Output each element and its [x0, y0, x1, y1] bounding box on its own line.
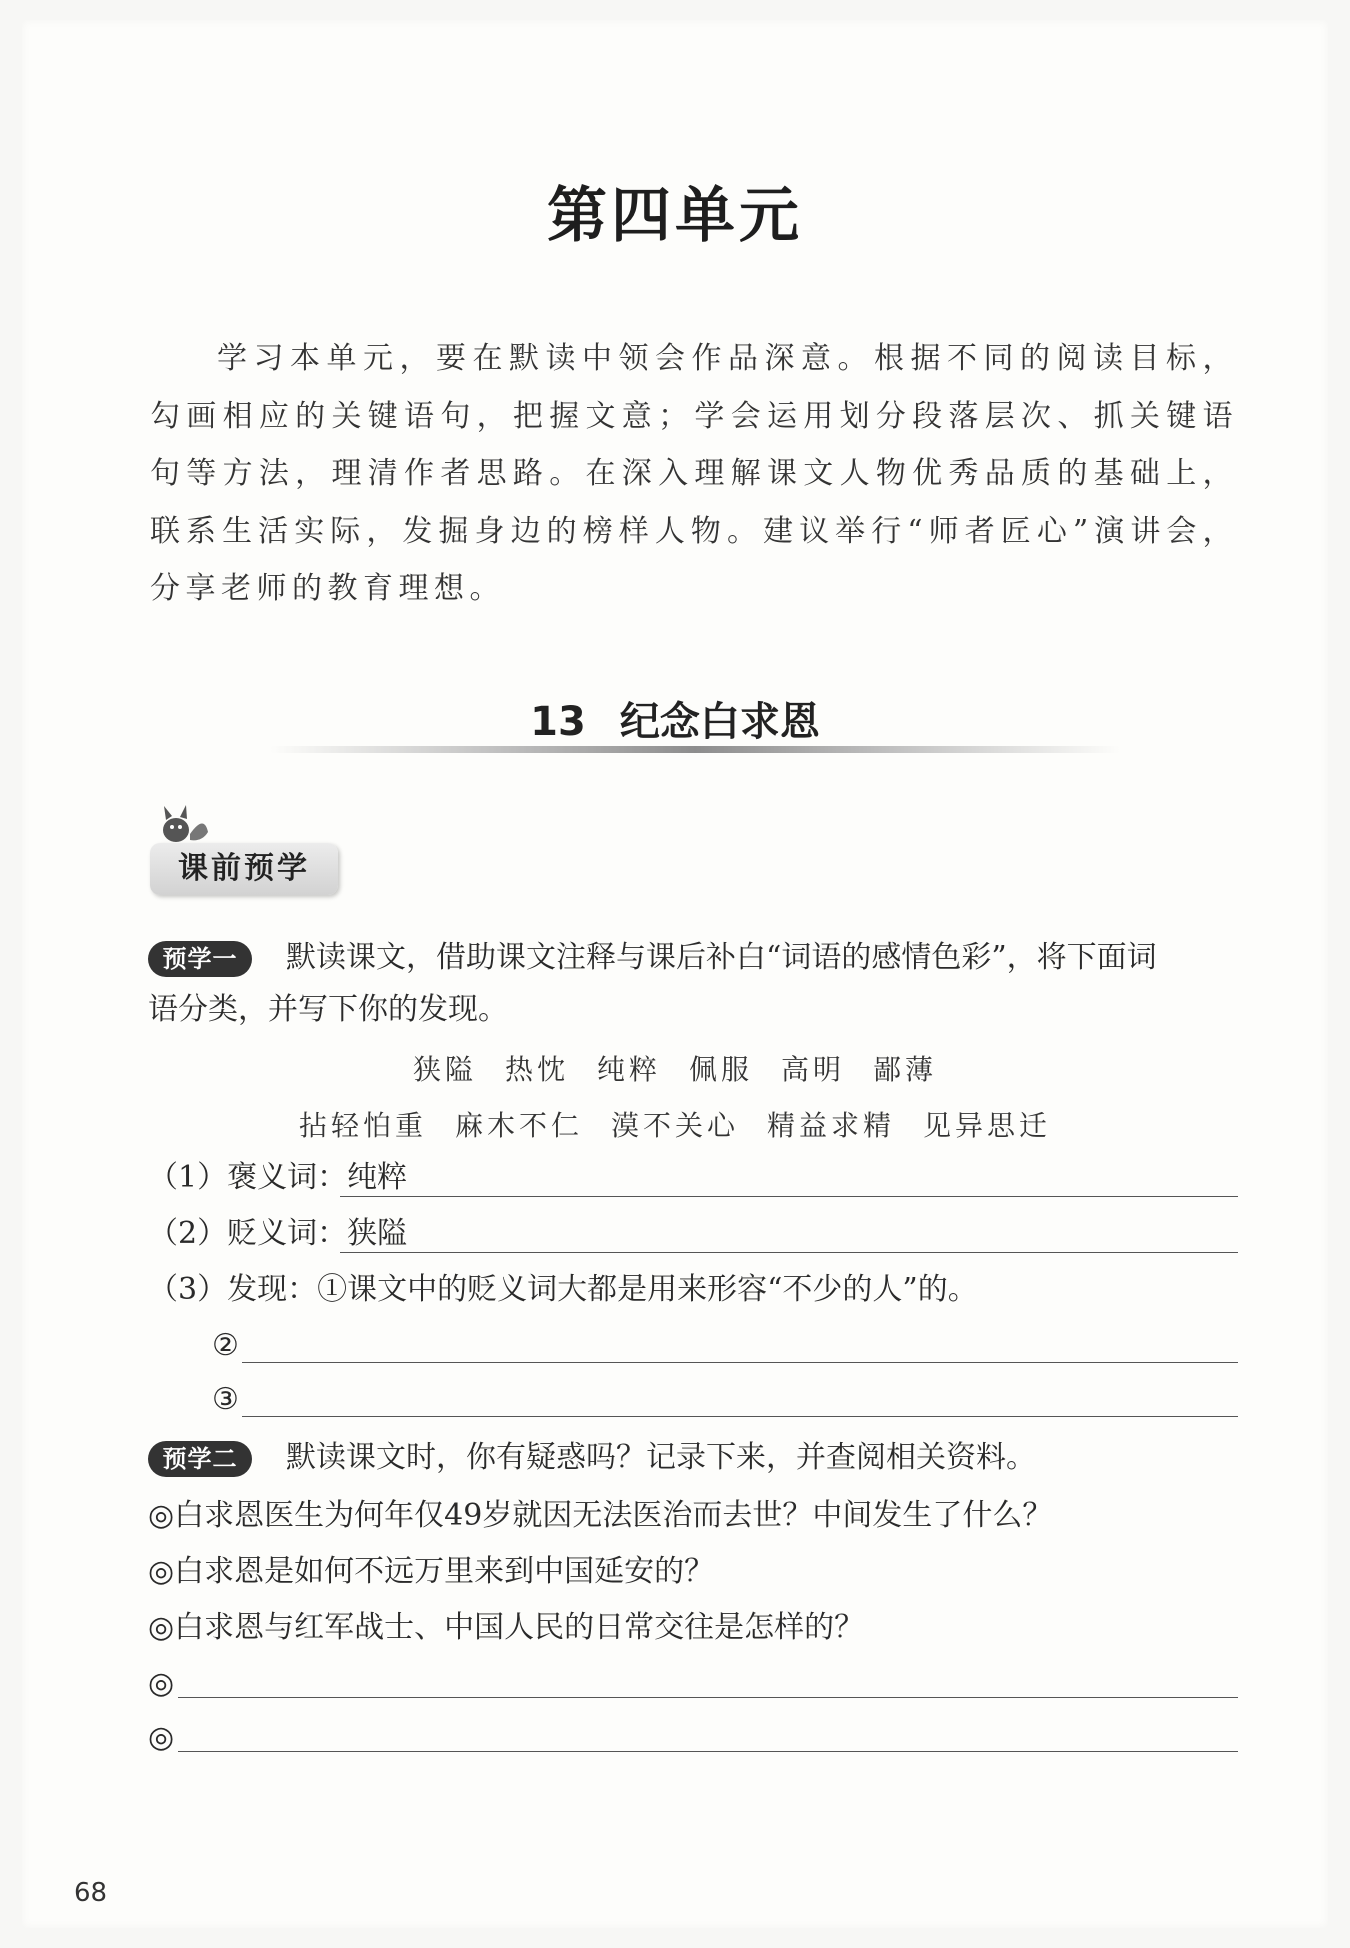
word-item: 麻木不仁: [454, 1109, 583, 1142]
task2-instruction-text: 默读课文时，你有疑惑吗？记录下来，并查阅相关资料。: [286, 1440, 1036, 1475]
section-badge: 课前预学: [150, 843, 338, 895]
task2-blank-marker-1: ◎: [148, 1666, 175, 1701]
task1-instruction-text: 默读课文，借助课文注释与课后补白“词语的感情色彩”，将下面词: [286, 940, 1157, 975]
word-item: 拈轻怕重: [298, 1109, 427, 1142]
task2-question-1: ◎白求恩医生为何年仅49岁就因无法医治而去世？中间发生了什么？: [148, 1498, 1053, 1533]
task1-instruction-line1: [148, 938, 1157, 978]
task2-blank-answer-line-1[interactable]: [178, 1697, 1238, 1698]
word-bank-row1: [0, 1048, 1350, 1088]
q3-finding-3-marker: ③: [212, 1382, 239, 1417]
q1-label: （1）褒义词：: [148, 1160, 348, 1195]
word-item: 漠不关心: [610, 1109, 739, 1142]
word-item: 见异思迁: [923, 1109, 1052, 1142]
q1-answer-line: [340, 1196, 1238, 1197]
q3-finding-3-answer-line[interactable]: [242, 1416, 1238, 1417]
task1-instruction-line2: 语分类，并写下你的发现。: [148, 992, 508, 1027]
lesson-title-underline: [270, 746, 1120, 753]
unit-title: 第四单元: [547, 181, 803, 251]
word-item: 佩服: [689, 1053, 754, 1086]
word-item: 鄙薄: [873, 1053, 938, 1086]
lesson-number: 13: [530, 699, 586, 745]
word-bank-row2: [0, 1104, 1350, 1144]
task2-tag: 预学二: [148, 1441, 252, 1477]
q3-finding-1: ①课文中的贬义词大都是用来形容“不少的人”的。: [317, 1272, 978, 1307]
squirrel-mascot-icon: [156, 802, 210, 846]
task2-instruction: [148, 1438, 1036, 1478]
word-item: 热忱: [504, 1053, 569, 1086]
word-item: 纯粹: [596, 1053, 661, 1086]
q2-answer-field[interactable]: 狭隘: [347, 1216, 408, 1251]
q3-finding-2-marker: ②: [212, 1328, 239, 1363]
q3-findings: [148, 1270, 978, 1310]
q2-derogatory-words: [148, 1214, 407, 1254]
lesson-name: 纪念白求恩: [619, 699, 820, 745]
task2-blank-marker-2: ◎: [148, 1720, 175, 1755]
q3-label: （3）发现：: [148, 1272, 318, 1307]
task1-tag: 预学一: [148, 941, 252, 977]
word-item: 精益求精: [767, 1109, 896, 1142]
q2-label: （2）贬义词：: [148, 1216, 348, 1251]
page-number: 68: [74, 1878, 108, 1908]
q1-commendatory-words: [148, 1158, 407, 1198]
word-item: 高明: [781, 1053, 846, 1086]
task2-blank-answer-line-2[interactable]: [178, 1751, 1238, 1752]
lesson-title: [0, 690, 1350, 747]
unit-intro-text: 学习本单元，要在默读中领会作品深意。根据不同的阅读目标，勾画相应的关键语句，把握文意；学会运用划分段落层次、抓关键语句等方法，理清作者思路。在深入理解课文人物优秀品质的基础上，联系生活实际，发掘身边的榜样人物。建议举行“师者匠心”演讲会，分享老师的教育理想。: [150, 341, 1238, 606]
word-item: 狭隘: [412, 1053, 477, 1086]
task2-question-3: ◎白求恩与红军战士、中国人民的日常交往是怎样的？: [148, 1610, 865, 1645]
q3-finding-2-answer-line[interactable]: [242, 1362, 1238, 1363]
unit-intro-paragraph: [150, 330, 1238, 618]
q2-answer-line: [340, 1252, 1238, 1253]
task2-question-2: ◎白求恩是如何不远万里来到中国延安的？: [148, 1554, 715, 1589]
q1-answer-field[interactable]: 纯粹: [347, 1160, 408, 1195]
